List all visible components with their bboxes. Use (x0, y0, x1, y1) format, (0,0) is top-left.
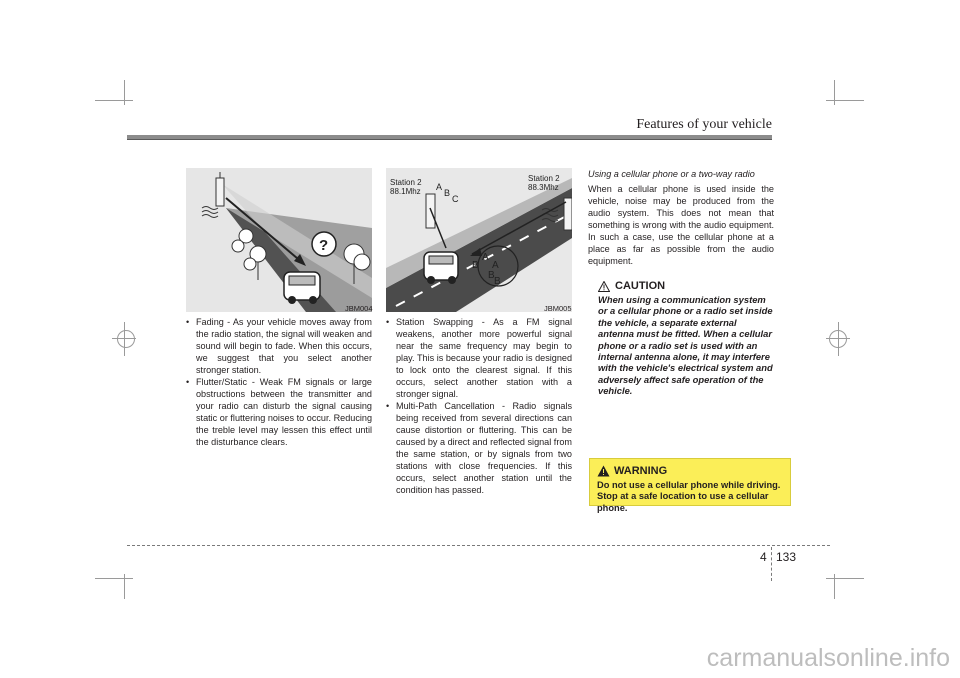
car-icon (424, 252, 458, 284)
signal-letter: A (482, 252, 489, 263)
signal-letter: C (452, 194, 459, 204)
bullet-multi-path: • Multi-Path Cancellation - Radio signals being received from several directions can cause distortion or fluttering. This can be caused by a direct and reflected signal from the same station, or by signals from two stations with close frequencies. If this occurs, select another station until the condition has passed. (386, 400, 572, 496)
section-subtitle: Using a cellular phone or a two-way radio (588, 169, 755, 179)
bullet-list (186, 316, 372, 448)
watermark: carmanualsonline.info (706, 644, 950, 672)
section-body: When a cellular phone is used inside the vehicle, noise may be produced from the audio system. This does not mean that something is wrong with the audio equipment. In such a case, use the cellular phone at a place as far as possible from the audio equipment. (588, 184, 774, 266)
page-header-title: Features of your vehicle (636, 117, 772, 132)
registration-circle (829, 330, 847, 348)
signal-letter: B (488, 270, 495, 281)
signal-letter: B (444, 188, 451, 198)
crop-mark (124, 574, 125, 599)
bullet-station-swapping: • Station Swapping - As a FM signal weakens, another more powerful signal near the same frequency may begin to play. This is because your radio is designed to lock onto the clearest signal. If this occurs, select another station with a stronger signal. (386, 316, 572, 400)
crop-mark (95, 578, 133, 579)
left-column (186, 316, 372, 448)
footer-rule (127, 545, 830, 546)
warning-triangle-icon (597, 465, 610, 477)
warning-text: Do not use a cellular phone while driving. Stop at a safe location to use a cellular phone. (597, 480, 781, 513)
warning-box (589, 458, 791, 513)
station-swapping-illustration (386, 168, 572, 312)
signal-letter: A (492, 260, 499, 271)
right-station-frequency: 88.3Mhz (528, 183, 559, 192)
left-station-frequency: 88.1Mhz (390, 187, 421, 196)
caution-box (590, 280, 774, 397)
figure-fading (186, 168, 372, 312)
figure-label: JBM004 (345, 304, 373, 313)
chapter-number: 4 (760, 550, 767, 564)
registration-circle (117, 330, 135, 348)
crop-mark (95, 100, 133, 101)
caution-label: CAUTION (615, 280, 666, 292)
warning-label: WARNING (614, 465, 668, 477)
page-number: 133 (776, 550, 797, 564)
crop-mark (834, 574, 835, 599)
fading-illustration (186, 168, 372, 312)
bullet-flutter-static: • Flutter/Static - Weak FM signals or large obstructions between the transmitter and your radio can disturb the signal causing static or fluttering noises to occur. Reducing the treble level may lessen this effect until the disturbance clears. (186, 376, 372, 448)
figure-label: JBM005 (544, 304, 572, 313)
page-number-divider (771, 547, 773, 581)
right-station-name: Station 2 (528, 174, 560, 183)
right-column (588, 168, 774, 267)
figure-station-swapping (386, 168, 572, 312)
signal-letter: A (436, 182, 443, 192)
caution-triangle-icon (598, 281, 610, 292)
signal-letter: B (494, 276, 501, 287)
bullet-fading: • Fading - As your vehicle moves away from the radio station, the signal will weaken and sound will begin to fade. When this occurs, we suggest that you select another stronger station. (186, 316, 372, 376)
crop-mark (826, 578, 864, 579)
header-rule (127, 135, 772, 140)
left-station-name: Station 2 (390, 178, 422, 187)
middle-column (386, 316, 572, 496)
crop-mark (124, 80, 125, 105)
crop-mark (826, 100, 864, 101)
bullet-list (386, 316, 572, 496)
signal-letter: B (472, 260, 479, 271)
car-icon (284, 272, 320, 304)
caution-text: When using a communication system or a cellular phone or a radio set inside the vehicle, a separate external antenna must be fitted. When a cellular phone or a radio set is used with an internal antenna alone, it may interfere with the vehicle's electrical system and adversely affect safe operation of the vehicle. (598, 294, 773, 397)
question-mark: ? (319, 237, 329, 254)
crop-mark (834, 80, 835, 105)
